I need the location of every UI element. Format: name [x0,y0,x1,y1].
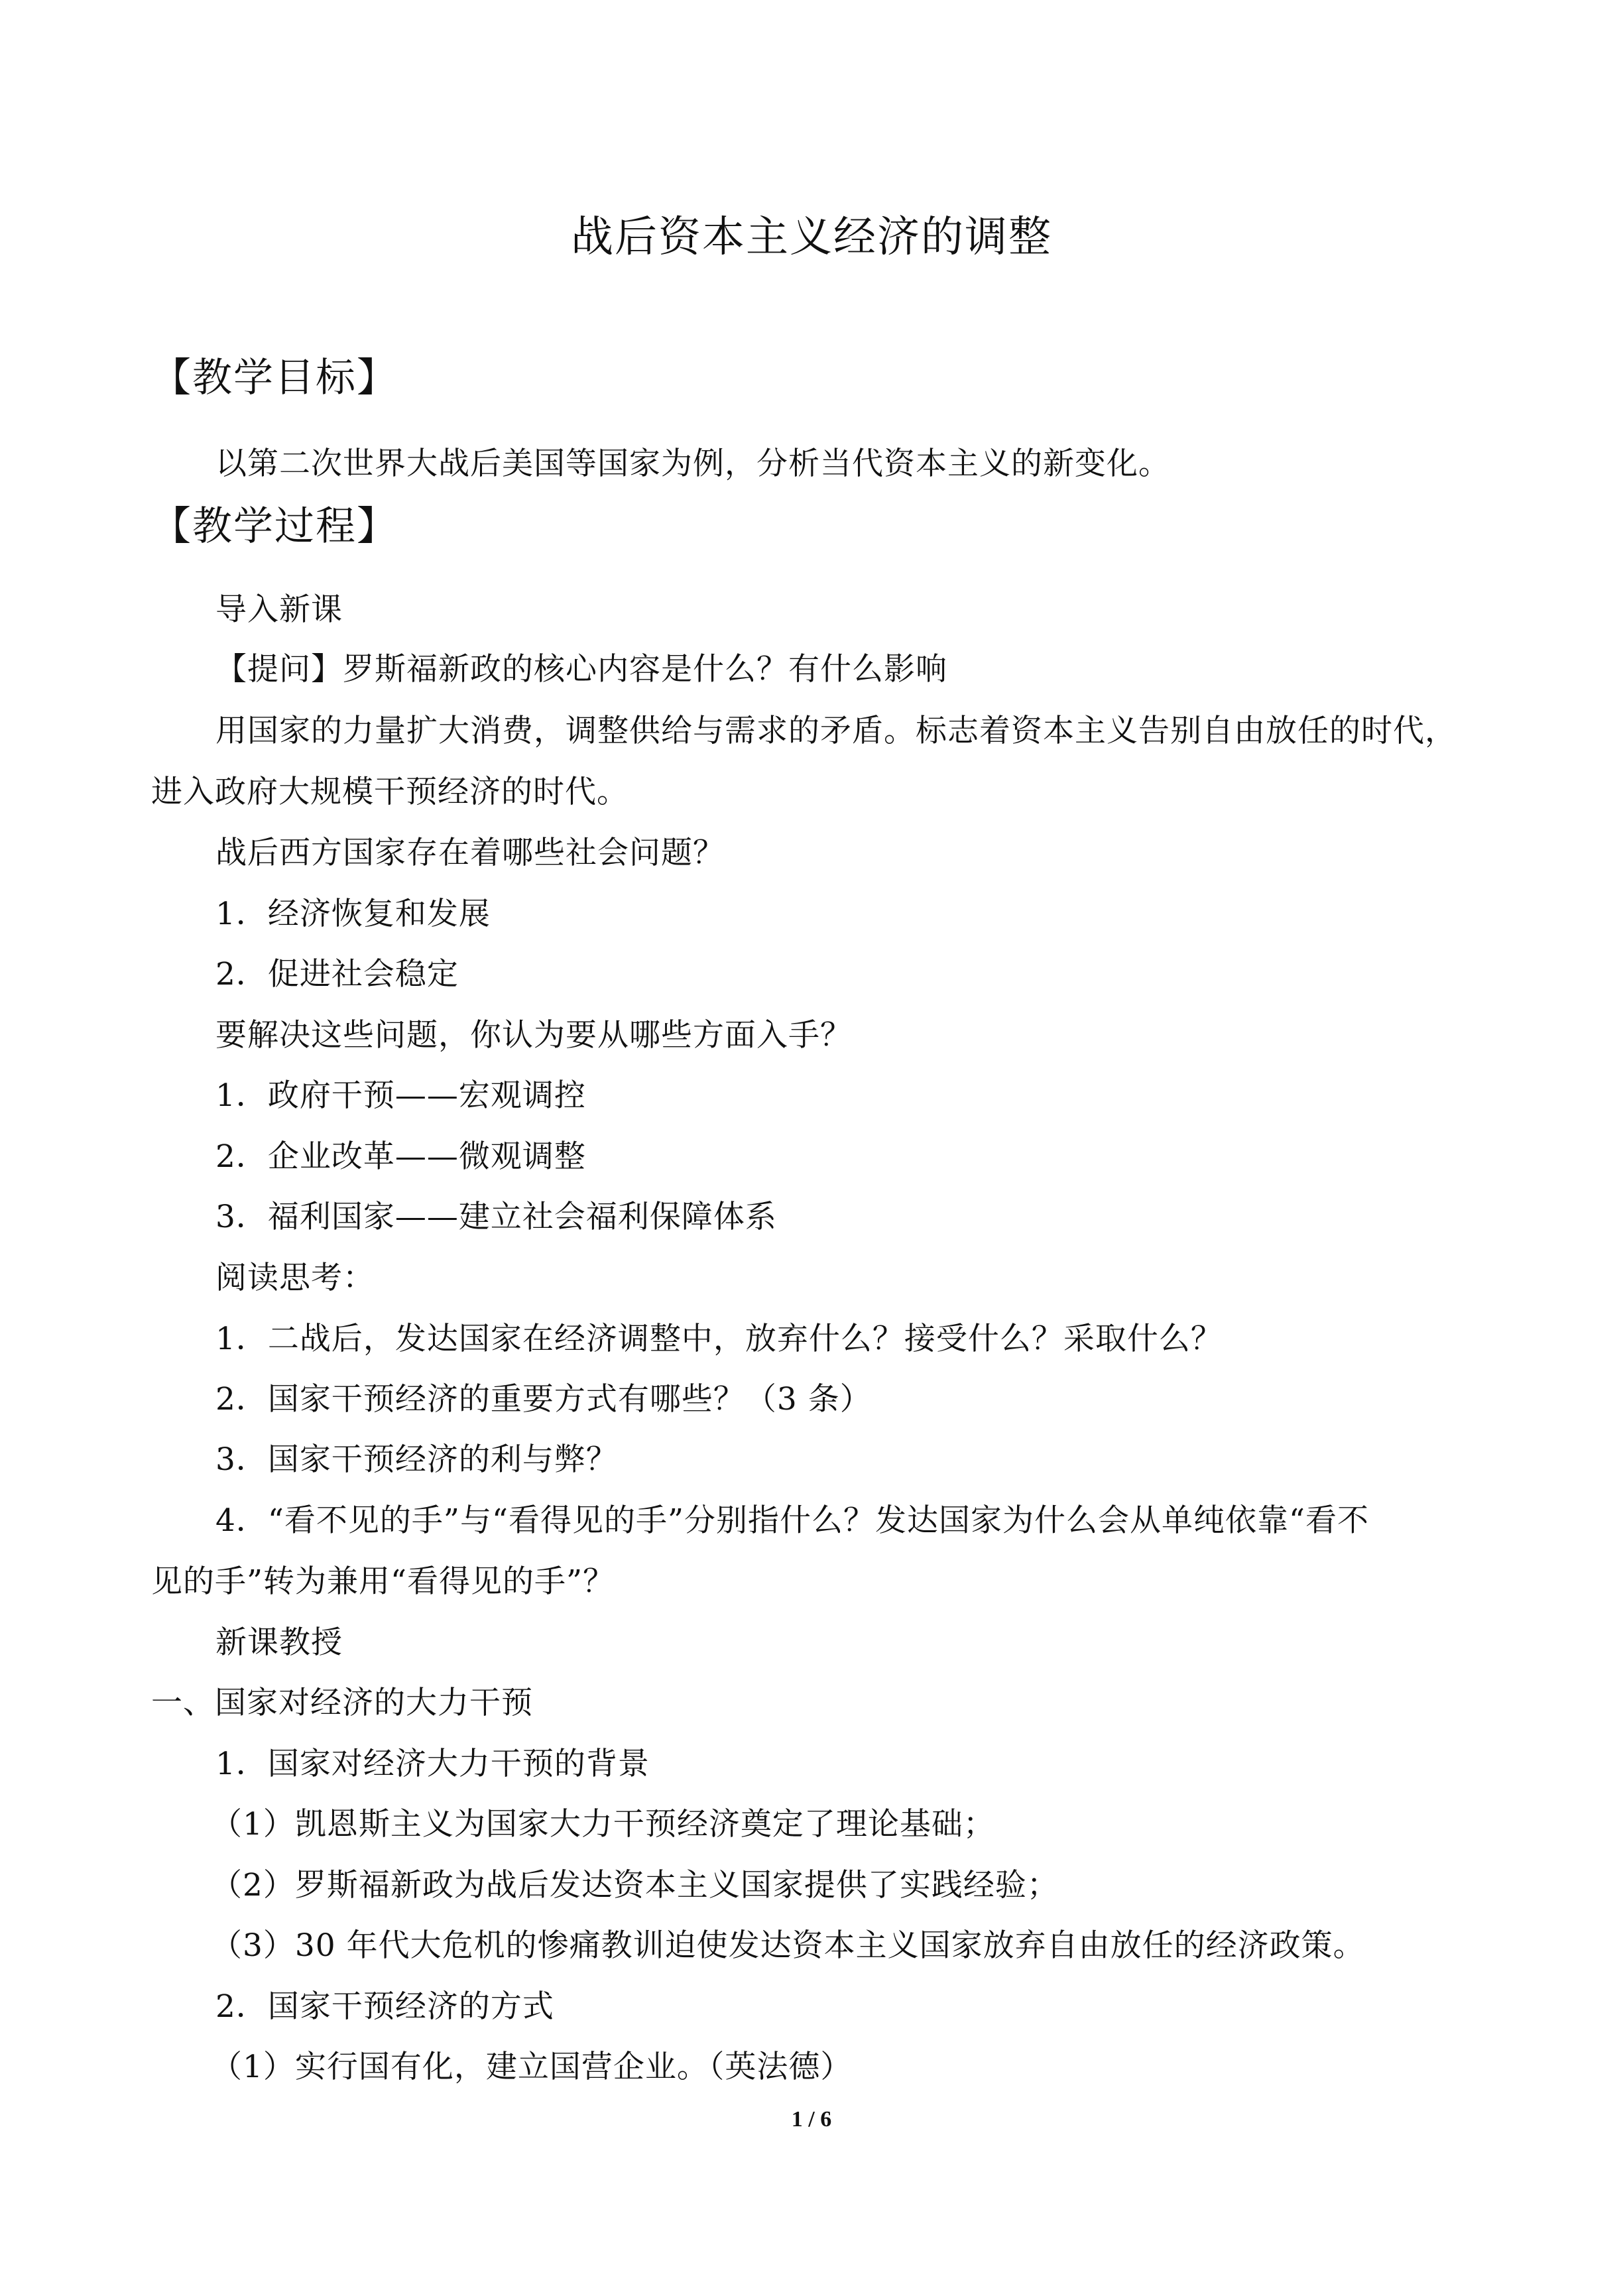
body-line: 2．国家干预经济的方式 [215,1988,554,2025]
body-line: 【提问】罗斯福新政的核心内容是什么？有什么影响 [215,651,947,688]
page-number: 1 / 6 [791,2107,832,2132]
body-line: 1．政府干预——宏观调控 [215,1077,586,1114]
body-line: 3．福利国家——建立社会福利保障体系 [215,1199,777,1235]
body-line: 新课教授 [215,1624,343,1661]
objectives-text: 以第二次世界大战后美国等国家为例，分析当代资本主义的新变化。 [215,446,1170,482]
body-line: 阅读思考： [215,1260,375,1296]
process-heading: 【教学过程】 [151,503,398,550]
body-line: 1．经济恢复和发展 [215,896,491,932]
body-line: 2．企业改革——微观调整 [215,1138,586,1175]
body-line: 1．二战后，发达国家在经济调整中，放弃什么？接受什么？采取什么？ [215,1321,1223,1357]
document-title: 战后资本主义经济的调整 [571,213,1052,262]
body-line: 导入新课 [215,591,343,628]
body-line: 2．促进社会稳定 [215,956,459,993]
body-line: （1）凯恩斯主义为国家大力干预经济奠定了理论基础； [211,1806,995,1843]
body-line: 进入政府大规模干预经济的时代。 [151,774,629,810]
objectives-heading: 【教学目标】 [151,355,398,401]
body-line: （1）实行国有化，建立国营企业。（英法德） [211,2049,853,2085]
body-line: （2）罗斯福新政为战后发达资本主义国家提供了实践经验； [211,1867,1059,1903]
body-line: 战后西方国家存在着哪些社会问题？ [215,835,725,871]
body-line: （3）30 年代大危机的惨痛教训迫使发达资本主义国家放弃自由放任的经济政策。 [211,1927,1365,1964]
body-line: 2．国家干预经济的重要方式有哪些？（3 条） [215,1381,872,1418]
body-line: 见的手”转为兼用“看得见的手”？ [151,1563,615,1600]
body-line: 1．国家对经济大力干预的背景 [215,1746,650,1782]
body-line: 用国家的力量扩大消费，调整供给与需求的矛盾。标志着资本主义告别自由放任的时代， [215,713,1457,749]
body-line: 要解决这些问题，你认为要从哪些方面入手？ [215,1017,852,1054]
body-line: 一、国家对经济的大力干预 [151,1685,533,1721]
body-line: 4．“看不见的手”与“看得见的手”分别指什么？发达国家为什么会从单纯依靠“看不 [215,1502,1370,1539]
body-line: 3．国家干预经济的利与弊？ [215,1441,618,1478]
